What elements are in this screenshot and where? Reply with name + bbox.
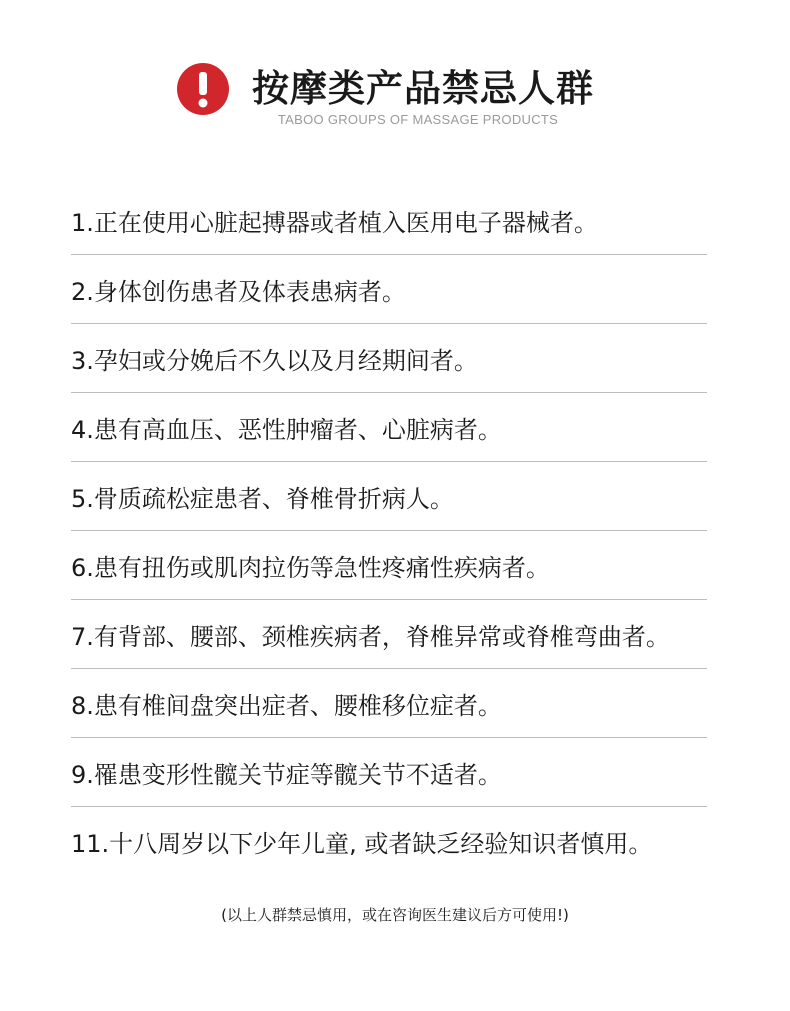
list-item: 6.患有扭伤或肌肉拉伤等急性疼痛性疾病者。 — [71, 531, 707, 600]
list-item: 7.有背部、腰部、颈椎疾病者，脊椎异常或脊椎弯曲者。 — [71, 600, 707, 669]
list-item: 4.患有高血压、恶性肿瘤者、心脏病者。 — [71, 393, 707, 462]
list-item: 3.孕妇或分娩后不久以及月经期间者。 — [71, 324, 707, 393]
exclamation-icon — [177, 63, 229, 115]
footnote: (以上人群禁忌慎用，或在咨询医生建议后方可使用!) — [221, 906, 569, 924]
list-item: 2.身体创伤患者及体表患病者。 — [71, 255, 707, 324]
page-subtitle: TABOO GROUPS OF MASSAGE PRODUCTS — [277, 112, 559, 127]
header — [0, 58, 790, 138]
list-item: 11.十八周岁以下少年儿童, 或者缺乏经验知识者慎用。 — [71, 830, 653, 858]
taboo-list — [71, 186, 707, 876]
page-title: 按摩类产品禁忌人群 — [252, 67, 594, 110]
list-item: 1.正在使用心脏起搏器或者植入医用电子器械者。 — [71, 186, 707, 255]
list-item: 5.骨质疏松症患者、脊椎骨折病人。 — [71, 462, 707, 531]
list-item: 8.患有椎间盘突出症者、腰椎移位症者。 — [71, 669, 707, 738]
list-item: 9.罹患变形性髋关节症等髋关节不适者。 — [71, 738, 707, 807]
